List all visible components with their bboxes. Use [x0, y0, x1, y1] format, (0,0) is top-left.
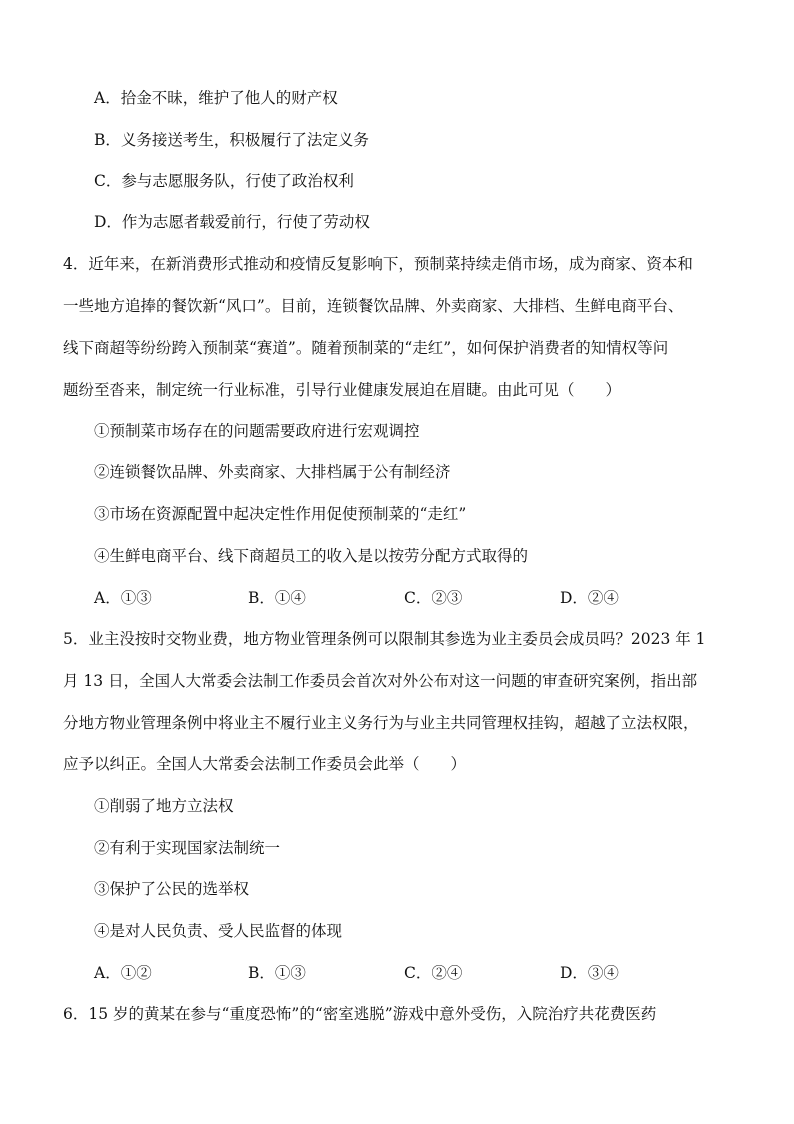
q5-stem-line-3: 分地方物业管理条例中将业主不履行业主义务行为与业主共同管理权挂钩，超越了立法权限， — [63, 714, 699, 732]
q5-stem-line-2: 月 13 日，全国人大常委会法制工作委员会首次对外公布对这一问题的审查研究案例，指出部 — [63, 672, 698, 690]
q4-choice-b: B．①④ — [248, 589, 306, 607]
q5-choice-a: A．①② — [94, 964, 152, 982]
q3-option-c: C．参与志愿服务队，行使了政治权利 — [94, 172, 354, 190]
q5-statement-3: ③保护了公民的选举权 — [94, 880, 250, 898]
q3-option-b: B．义务接送考生，积极履行了法定义务 — [94, 131, 369, 149]
q3-option-d: D．作为志愿者载爱前行，行使了劳动权 — [94, 213, 370, 231]
q4-choice-c: C．②③ — [404, 589, 463, 607]
q5-statement-1: ①削弱了地方立法权 — [94, 797, 234, 815]
q5-choice-c: C．②④ — [404, 964, 463, 982]
q4-statement-3: ③市场在资源配置中起决定性作用促使预制菜的“走红” — [94, 505, 467, 523]
q4-statement-4: ④生鲜电商平台、线下商超员工的收入是以按劳分配方式取得的 — [94, 547, 529, 565]
q4-stem-line-1: 4．近年来，在新消费形式推动和疫情反复影响下，预制菜持续走俏市场，成为商家、资本和 — [63, 255, 693, 273]
q4-statement-2: ②连锁餐饮品牌、外卖商家、大排档属于公有制经济 — [94, 463, 451, 481]
q5-choice-d: D．③④ — [560, 964, 619, 982]
q3-option-a: A．拾金不昧，维护了他人的财产权 — [94, 89, 338, 107]
q4-statement-1: ①预制菜市场存在的问题需要政府进行宏观调控 — [94, 422, 420, 440]
q4-stem-line-3: 线下商超等纷纷跨入预制菜“赛道”。随着预制菜的“走红”，如何保护消费者的知情权等问 — [63, 339, 669, 357]
q5-statement-4: ④是对人民负责、受人民监督的体现 — [94, 922, 343, 940]
q4-stem-line-2: 一些地方追捧的餐饮新“风口”。目前，连锁餐饮品牌、外卖商家、大排档、生鲜电商平台、 — [63, 297, 684, 315]
q6-stem-line-1: 6．15 岁的黄某在参与“重度恐怖”的“密室逃脱”游戏中意外受伤，入院治疗共花费医药 — [63, 1005, 657, 1023]
q4-choice-d: D．②④ — [560, 589, 619, 607]
q4-stem-line-4: 题纷至沓来，制定统一行业标准，引导行业健康发展迫在眉睫。由此可见（ ） — [63, 381, 622, 399]
q5-stem-line-1: 5．业主没按时交物业费，地方物业管理条例可以限制其参选为业主委员会成员吗？2023 年 1 — [63, 630, 706, 648]
q5-stem-line-4: 应予以纠正。全国人大常委会法制工作委员会此举（ ） — [63, 755, 467, 773]
q5-statement-2: ②有利于实现国家法制统一 — [94, 839, 281, 857]
q4-choice-a: A．①③ — [94, 589, 152, 607]
q5-choice-b: B．①③ — [248, 964, 306, 982]
